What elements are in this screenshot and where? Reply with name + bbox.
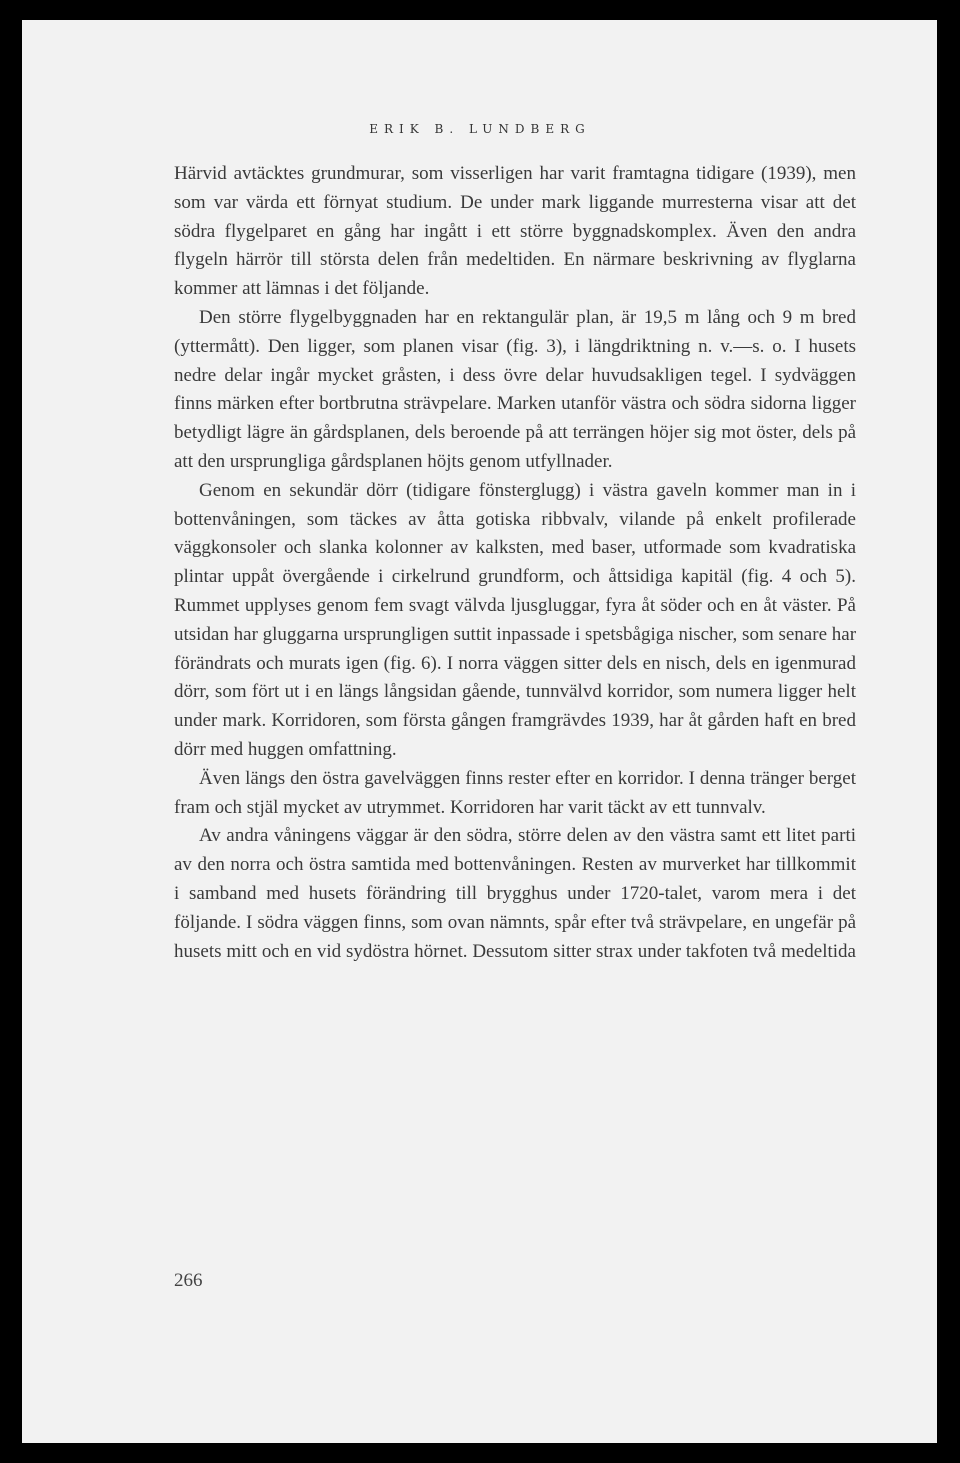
paragraph: Den större flygelbyggnaden har en rektangulär plan, är 19,5 m lång och 9 m bred (yttermått). Den ligger, som planen visar (fig. 3), i längdriktning n. v.—s. o. I husets nedre delar ingår mycket gråsten, i dess övre delar huvudsakligen tegel. I sydväggen finns märken efter bortbrutna strävpelare. Marken utanför västra och södra sidorna ligger betydligt lägre än gårdsplanen, dels beroende på att terrängen höjer sig mot öster, dels på att den ursprungliga gårdsplanen höjts genom utfyllnader.: [174, 306, 856, 472]
body-text: [174, 160, 856, 966]
paragraph: Härvid avtäcktes grundmurar, som visserligen har varit framtagna tidigare (1939), men som var värda ett förnyat studium. De under mark liggande murresterna visar att det södra flygelparet en gång har ingått i ett större byggnadskomplex. Även den andra flygeln härrör till största delen från medeltiden. En närmare beskrivning av flyglarna kommer att lämnas i det följande.: [174, 163, 856, 300]
paragraph: Även längs den östra gavelväggen finns rester efter en korridor. I denna tränger berget fram och stjäl mycket av utrymmet. Korridoren har varit täckt av ett tunnvalv.: [174, 767, 856, 818]
paragraph: Genom en sekundär dörr (tidigare fönsterglugg) i västra gaveln kommer man in i bottenvåningen, som täckes av åtta gotiska ribbvalv, vilande på enkelt profilerade väggkonsoler och slanka kolonner av kalksten, med baser, utformade som kvadratiska plintar uppåt övergående i cirkelrund grundform, och åttsidiga kapitäl (fig. 4 och 5). Rummet upplyses genom fem svagt välvda ljusgluggar, fyra åt söder och en åt väster. På utsidan har gluggarna ursprungligen suttit inpassade i spetsbågiga nischer, som senare har förändrats och murats igen (fig. 6). I norra väggen sitter dels en nisch, dels en igenmurad dörr, som fört ut i en längs långsidan gående, tunnvälvd korridor, som numera ligger helt under mark. Korridoren, som första gången framgrävdes 1939, har åt gården haft en bred dörr med huggen omfattning.: [174, 479, 857, 760]
page-number: 266: [174, 1270, 203, 1291]
paragraph: Av andra våningens väggar är den södra, större delen av den västra samt ett litet parti av den norra och östra samtida med bottenvåningen. Resten av murverket har tillkommit i samband med husets förändring till brygghus under 1720-talet, varom mera i det följande. I södra väggen finns, som ovan nämnts, spår efter två strävpelare, en ungefär på husets mitt och en vid sydöstra hörnet. Dessutom sitter strax under takfoten två medeltida: [174, 825, 856, 962]
running-head: ERIK B. LUNDBERG: [369, 122, 591, 136]
